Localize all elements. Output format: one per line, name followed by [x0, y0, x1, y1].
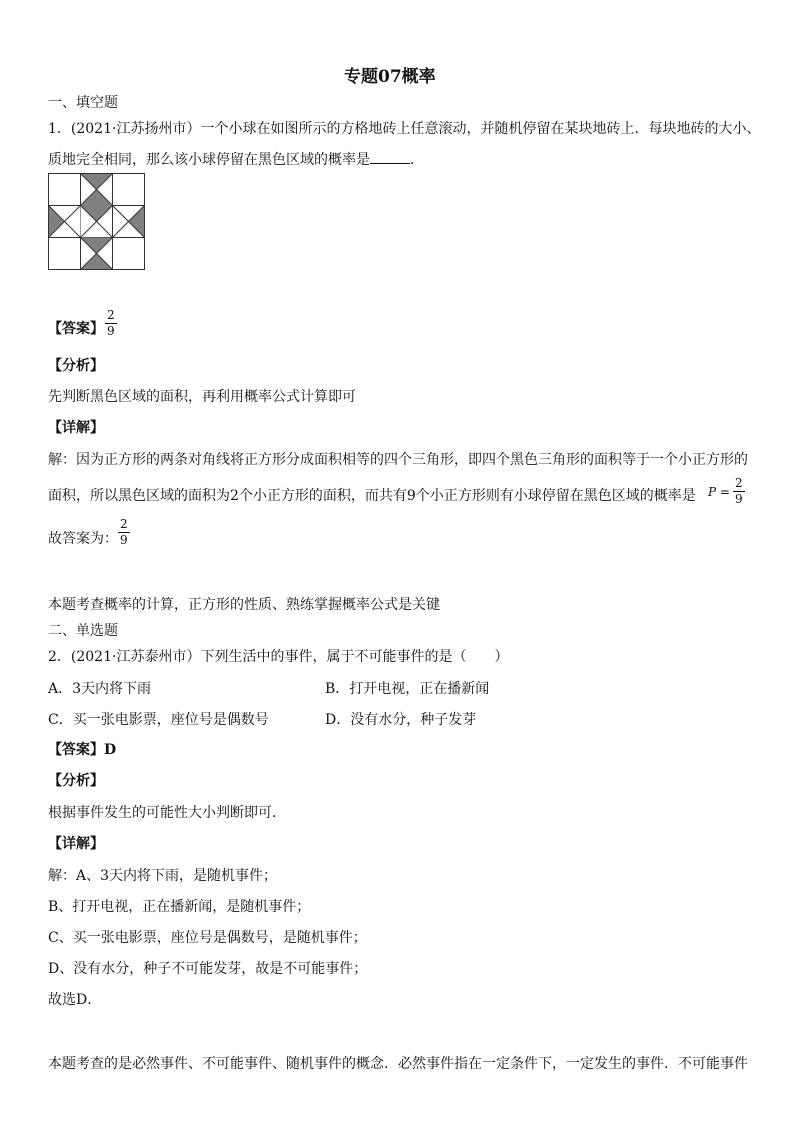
answer-blank	[370, 151, 410, 164]
q1-analysis-text: 先判断黑色区域的面积，再利用概率公式计算即可	[48, 389, 356, 405]
q2-option-c: C．买一张电影票，座位号是偶数号	[48, 712, 269, 728]
q2-answer: 【答案】D	[48, 742, 117, 758]
fraction-denominator: 9	[107, 324, 115, 338]
q1-stem-line2	[48, 149, 424, 169]
fraction-numerator: 2	[120, 517, 128, 531]
q2-detail-line: 故选D．	[48, 992, 102, 1008]
q2-analysis-label: 【分析】	[48, 773, 104, 789]
tile-grid-diagram	[48, 173, 146, 271]
section-heading-single-choice: 二、单选题	[48, 623, 118, 639]
q2-analysis-text: 根据事件发生的可能性大小判断即可．	[48, 805, 286, 821]
q2-comment: 本题考查的是必然事件、不可能事件、随机事件的概念．必然事件指在一定条件下，一定发生的事件．不可能事件	[48, 1056, 748, 1072]
q2-detail-line: 解：A、3天内将下雨，是随机事件；	[48, 868, 278, 884]
q1-analysis-label: 【分析】	[48, 358, 104, 374]
q1-final-fraction	[118, 518, 130, 547]
section-heading-fill-blank: 一、填空题	[48, 95, 118, 111]
q2-detail-line: D、没有水分，种子不可能发芽，故是不可能事件；	[48, 961, 368, 977]
q1-detail-label: 【详解】	[48, 420, 104, 436]
q1-detail-line2: 面积，所以黑色区域的面积为2个小正方形的面积，而共有9个小正方形则有小球停留在黑色区域的概率是	[48, 488, 696, 504]
tile-figure	[48, 173, 146, 275]
q1-detail-line1: 解：因为正方形的两条对角线将正方形分成面积相等的四个三角形，即四个黑色三角形的面积等于一个小正方形的	[48, 452, 748, 468]
q1-stem-text: 1．(2021·江苏扬州市）一个小球在如图所示的方格地砖上任意滚动，并随机停留在某块地砖上．每块地砖的大小、	[48, 121, 761, 137]
q1-answer-label: 【答案】	[48, 321, 104, 337]
q1-stem-end: ．	[410, 152, 424, 168]
q2-detail-line: B、打开电视，正在播新闻，是随机事件；	[48, 899, 311, 915]
q1-final-label: 故答案为：	[48, 531, 118, 547]
q1-answer-fraction	[105, 309, 117, 338]
fraction-numerator: 2	[735, 476, 743, 490]
page-title: 专题07概率	[344, 67, 436, 87]
q2-detail-label: 【详解】	[48, 836, 104, 852]
q2-stem: 2．(2021·江苏泰州市）下列生活中的事件，属于不可能事件的是（ ）	[48, 649, 509, 665]
q2-option-d: D．没有水分，种子发芽	[325, 712, 477, 728]
fraction-denominator: 9	[120, 533, 128, 547]
q1-stem-line1	[48, 118, 760, 138]
q2-detail-line: C、买一张电影票，座位号是偶数号，是随机事件；	[48, 930, 367, 946]
q1-stem-text2: 质地完全相同，那么该小球停留在黑色区域的概率是	[48, 152, 370, 168]
fraction-denominator: 9	[735, 492, 743, 506]
q1-detail-fraction	[733, 477, 745, 506]
q1-comment: 本题考查概率的计算，正方形的性质、熟练掌握概率公式是关键	[48, 597, 440, 613]
fraction-numerator: 2	[107, 308, 115, 322]
q2-option-b: B．打开电视，正在播新闻	[325, 681, 490, 697]
q2-option-a: A．3天内将下雨	[48, 681, 152, 697]
probability-symbol: P =	[708, 485, 730, 499]
